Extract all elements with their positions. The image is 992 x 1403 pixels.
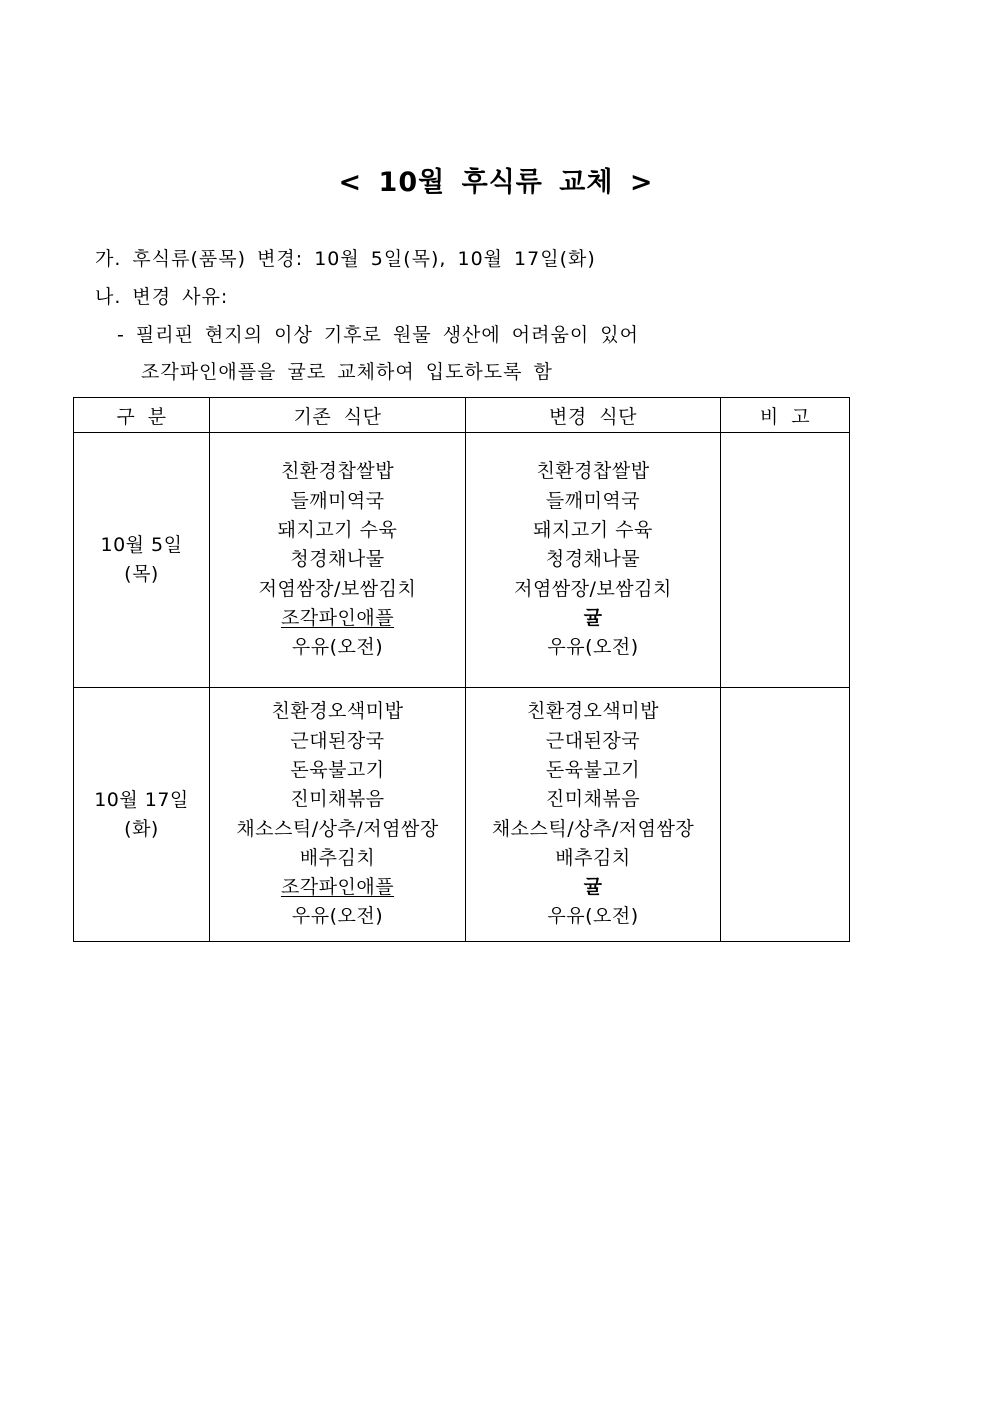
table-row: [74, 688, 850, 942]
changed-menu-cell: [466, 688, 721, 942]
date-cell: [74, 688, 210, 942]
menu-item: 진미채볶음: [545, 788, 641, 811]
page-title: < 10월 후식류 교체 >: [338, 167, 654, 198]
menu-item: 저염쌈장/보쌈김치: [514, 577, 672, 600]
menu-item: 우유(오전): [547, 636, 639, 659]
menu-item: 배추김치: [555, 846, 631, 869]
menu-item: 친환경오색미밥: [271, 700, 404, 723]
replaced-dessert-item: [210, 604, 465, 633]
header-category: 구 분: [74, 398, 210, 433]
header-note: 비 고: [721, 398, 850, 433]
menu-item: 돈육불고기: [290, 758, 385, 781]
menu-item: 채소스틱/상추/저염쌈장: [236, 817, 439, 840]
menu-item: 친환경찹쌀밥: [536, 460, 650, 483]
table-header-row: [74, 398, 850, 433]
header-original-menu: 기존 식단: [210, 398, 466, 433]
new-dessert-item: 귤: [583, 606, 603, 629]
menu-item: 저염쌈장/보쌈김치: [258, 577, 417, 600]
menu-item: 우유(오전): [291, 905, 384, 928]
menu-item: 배추김치: [299, 846, 376, 869]
menu-item: 들깨미역국: [290, 489, 385, 512]
replaced-dessert-text: 조각파인애플: [280, 876, 395, 899]
weekday-label: (화): [124, 817, 159, 840]
changed-menu-cell: [466, 433, 721, 688]
menu-item: 진미채볶음: [290, 788, 385, 811]
menu-item: 근대된장국: [545, 729, 641, 752]
replaced-dessert-text: 조각파인애플: [280, 606, 395, 629]
menu-item: 근대된장국: [290, 729, 385, 752]
menu-item: 돼지고기 수육: [533, 519, 653, 542]
original-menu-cell: [210, 433, 466, 688]
date-label: 10월 17일: [94, 788, 189, 811]
menu-item: 청경채나물: [545, 548, 641, 571]
date-label: 10월 5일: [100, 534, 183, 556]
menu-item: 우유(오전): [547, 905, 639, 928]
note-cell: [721, 688, 850, 942]
menu-item: 청경채나물: [290, 548, 385, 571]
menu-item: 돼지고기 수육: [277, 519, 398, 542]
intro-change-dates: 가. 후식류(품목) 변경: 10월 5일(목), 10월 17일(화): [95, 248, 596, 270]
date-cell: [74, 433, 210, 688]
menu-item: 친환경찹쌀밥: [280, 460, 395, 483]
original-menu-cell: [210, 688, 466, 942]
menu-item: 채소스틱/상추/저염쌈장: [491, 817, 695, 840]
weekday-label: (목): [124, 563, 159, 585]
replaced-dessert-item: [210, 873, 465, 902]
table-row: [74, 433, 850, 688]
header-changed-menu: 변경 식단: [466, 398, 721, 433]
note-cell: [721, 433, 850, 688]
menu-change-table: [73, 397, 850, 942]
intro-reason-line2: 조각파인애플을 귤로 교체하여 입도하도록 함: [141, 361, 553, 383]
intro-reason-heading: 나. 변경 사유:: [95, 286, 229, 308]
menu-item: 돈육불고기: [545, 758, 641, 781]
menu-item: 친환경오색미밥: [527, 700, 659, 723]
menu-item: 들깨미역국: [545, 489, 641, 512]
intro-reason-line1: - 필리핀 현지의 이상 기후로 원물 생산에 어려움이 있어: [117, 324, 639, 346]
menu-item: 우유(오전): [291, 636, 384, 659]
new-dessert-item: 귤: [583, 876, 603, 899]
